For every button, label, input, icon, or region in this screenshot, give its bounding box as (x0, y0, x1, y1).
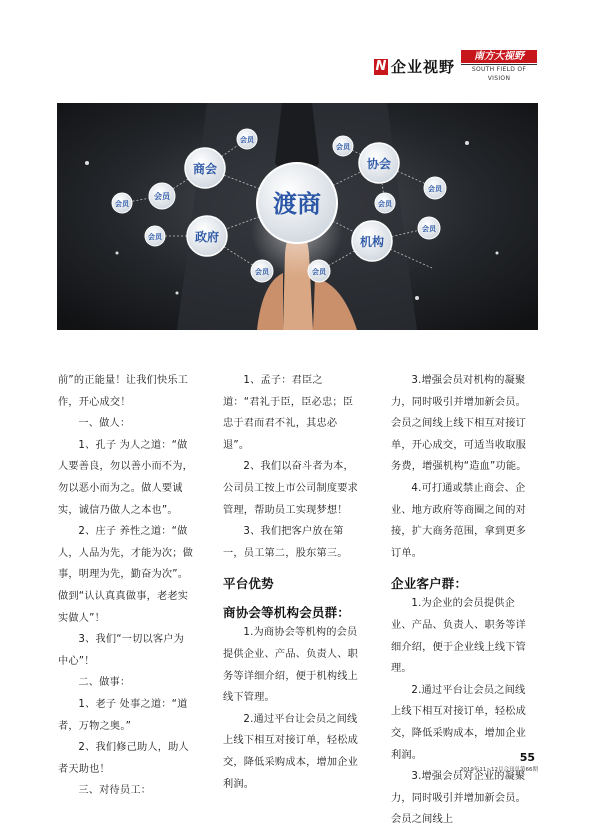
network-illustration (57, 103, 538, 330)
paragraph: 前”的正能量！让我们快乐工作，开心成交！ (58, 375, 189, 408)
paragraph: 1、老子 处事之道：“道者，万物之奥。” (58, 698, 188, 732)
section-heading: 企业客户群： (391, 576, 468, 592)
node-member: 会员 (336, 143, 350, 151)
node-member: 会员 (422, 225, 436, 233)
paragraph: 4.可打通或禁止商会、企业、地方政府等商圈之间的对接，扩大商务范围，拿到更多订单。 (391, 482, 527, 559)
masthead (374, 50, 537, 83)
text-column-1 (58, 370, 194, 802)
paragraph: 1、孔子 为人之道：“做人要善良，勿以善小而不为，勿以恶小而为之。做人要诚实，诚信乃做人之本也”。 (58, 439, 194, 516)
paragraph: 1.为企业的会员提供企业、产品、负责人、职务等详细介绍，便于企业线上线下管理。 (391, 598, 527, 675)
paragraph: 2.通过平台让会员之间线上线下相互对接订单，轻松成交，降低采购成本，增加企业利润。 (391, 684, 527, 761)
node-zhengfu: 政府 (194, 230, 220, 244)
node-member: 会员 (378, 200, 392, 208)
section-heading: 平台优势 (223, 576, 274, 592)
paragraph: 2、我们修己助人，助人者天助也！ (58, 742, 189, 775)
magazine-title: 企业视野 (390, 57, 455, 76)
page-number: 55 (519, 751, 535, 764)
paragraph: 3.增强会员对企业的凝聚力，同时吸引并增加新会员。会员之间线上 (391, 771, 527, 826)
section-gap (391, 564, 527, 574)
paragraph: 2、我们以奋斗者为本，公司员工按上市公司制度要求管理，帮助员工实现梦想！ (223, 461, 359, 516)
node-member: 会员 (154, 192, 170, 201)
text-column-3 (391, 370, 527, 831)
brand-name-en: SOUTH FIELD OF VISION (461, 64, 537, 83)
section-gap (223, 593, 359, 603)
paragraph: 2.通过平台让会员之间线上线下相互对接订单，轻松成交，降低采购成本，增加企业利润。 (223, 713, 359, 790)
logo-mark-icon: N (375, 58, 387, 74)
node-member: 会员 (312, 268, 326, 276)
paragraph: 2、庄子 养性之道：“做人，人品为先，才能为次；做事，明理为先，勤奋为次”。做到“认认真真做事，老老实实做人”！ (58, 526, 194, 624)
center-label: 渡商 (273, 190, 321, 218)
paragraph: 三、对待员工： (78, 785, 152, 797)
node-shanghui: 商会 (192, 162, 218, 176)
brand-name-cn: 南方大视野 (461, 50, 537, 63)
brand-block (461, 50, 537, 83)
node-member: 会员 (148, 233, 162, 241)
magazine-logo (374, 59, 455, 75)
paragraph: 3、我们把客户放在第一，员工第二，股东第三。 (223, 526, 348, 559)
node-member: 会员 (115, 200, 129, 208)
section-gap (223, 564, 359, 574)
hero-image (57, 103, 538, 330)
paragraph: 1.为商协会等机构的会员提供企业、产品、负责人、职务等详细介绍，便于机构线上线下管理。 (223, 627, 359, 704)
paragraph: 二、做事： (78, 677, 131, 689)
section-heading: 商协会等机构会员群： (223, 605, 351, 621)
paragraph: 3.增强会员对机构的凝聚力，同时吸引并增加新会员。会员之间线上线下相互对接订单，开心成交，可适当收取服务费，增强机构“造血”功能。 (391, 375, 527, 473)
node-xiehui: 协会 (366, 157, 392, 171)
node-member: 会员 (255, 268, 269, 276)
node-member: 会员 (428, 185, 442, 193)
issue-info: 2019年11~12月合刊总第66期 (459, 767, 538, 773)
paragraph: 1、孟子：君臣之道：“君礼于臣，臣必忠；臣忠于君而君不礼，其忠必退”。 (223, 375, 354, 451)
paragraph: 一、做人： (78, 418, 131, 430)
node-member: 会员 (240, 136, 254, 144)
text-column-2 (223, 370, 359, 795)
paragraph: 3、我们“一切以客户为中心”！ (58, 634, 185, 667)
node-jigou: 机构 (359, 235, 385, 249)
